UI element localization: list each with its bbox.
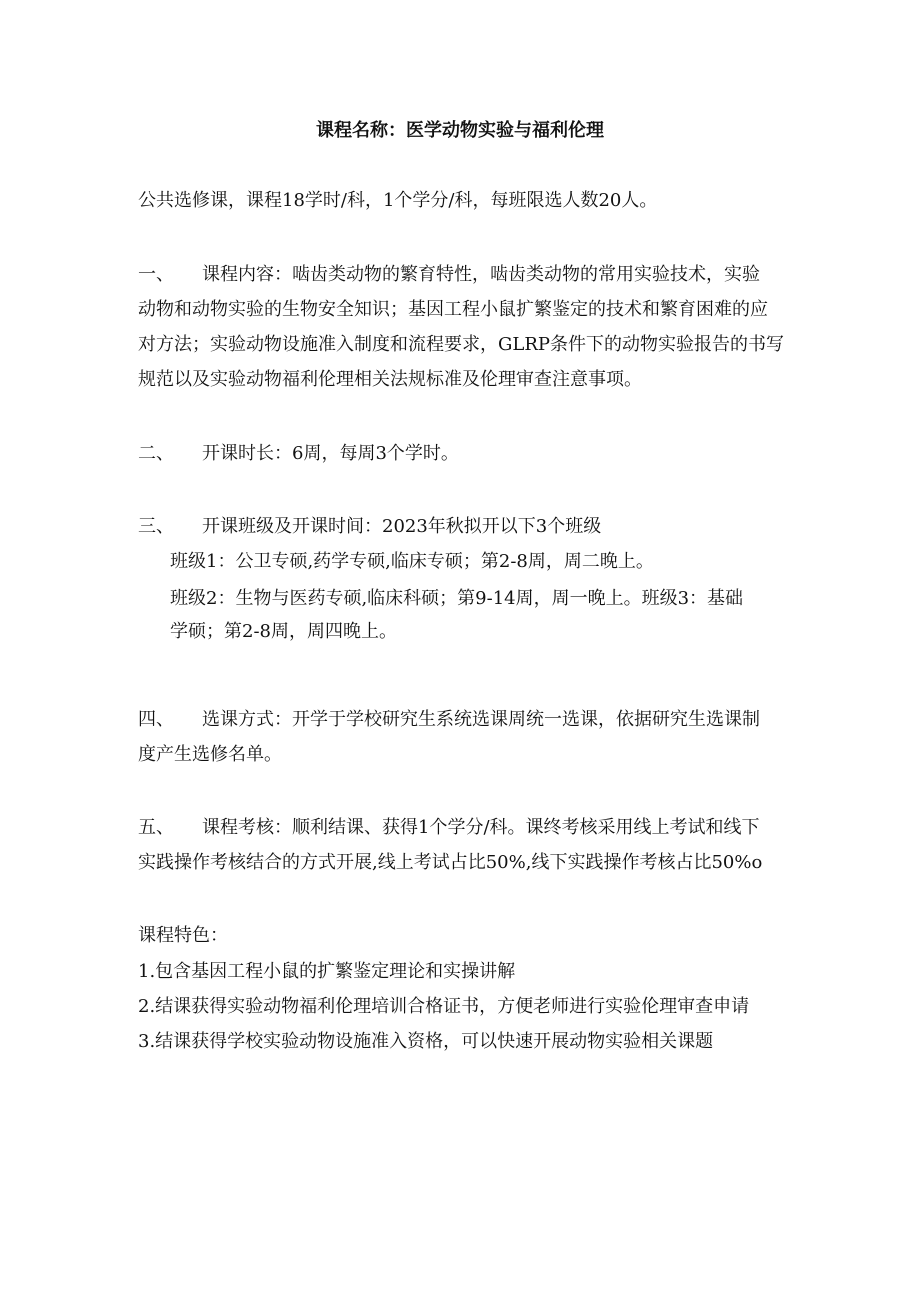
section-4-text: 选课方式：开学于学校研究生系统选课周统一选课，依据研究生选课制 <box>202 709 760 730</box>
section-4-line-2: 度产生选修名单。 <box>138 744 282 765</box>
section-5-line-1 <box>138 814 760 842</box>
class-2-3-line: 班级2：生物与医药专硕,临床科硕；第9-14周，周一晚上。班级3：基础 <box>170 588 744 609</box>
section-3-line-1 <box>138 513 601 541</box>
section-4-line-1 <box>138 706 760 734</box>
section-5-line-2: 实践操作考核结合的方式开展,线上考试占比50%,线下实践操作考核占比50%o <box>138 852 763 873</box>
section-2-text: 开课时长：6周，每周3个学时。 <box>202 443 459 464</box>
section-3-text: 开课班级及开课时间：2023年秋拟开以下3个班级 <box>202 516 602 537</box>
section-2-line-1 <box>138 440 459 468</box>
feature-item-3: 3.结课获得学校实验动物设施准入资格，可以快速开展动物实验相关课题 <box>138 1031 714 1052</box>
section-1-line-4: 规范以及实验动物福利伦理相关法规标准及伦理审查注意事项。 <box>138 369 642 390</box>
section-1-line-2: 动物和动物实验的生物安全知识；基因工程小鼠扩繁鉴定的技术和繁育困难的应 <box>138 299 768 320</box>
feature-item-2: 2.结课获得实验动物福利伦理培训合格证书，方便老师进行实验伦理审查申请 <box>138 996 750 1017</box>
section-5-text: 课程考核：顺利结课、获得1个学分/科。课终考核采用线上考试和线下 <box>202 817 760 838</box>
class-3-line: 学硕；第2-8周，周四晚上。 <box>170 621 397 642</box>
section-2-number: 二、 <box>138 443 174 464</box>
class-1-line: 班级1：公卫专硕,药学专硕,临床专硕；第2-8周，周二晚上。 <box>170 551 654 572</box>
section-1-line-3: 对方法；实验动物设施准入制度和流程要求，GLRP条件下的动物实验报告的书写 <box>138 334 784 355</box>
section-3-number: 三、 <box>138 516 174 537</box>
section-1-number: 一、 <box>138 264 174 285</box>
features-heading: 课程特色： <box>138 925 228 946</box>
section-4-number: 四、 <box>138 709 174 730</box>
section-1-line-1 <box>138 261 760 289</box>
feature-item-1: 1.包含基因工程小鼠的扩繁鉴定理论和实操讲解 <box>138 961 516 982</box>
section-1-text: 课程内容：啮齿类动物的繁育特性，啮齿类动物的常用实验技术，实验 <box>202 264 760 285</box>
intro-text: 公共选修课，课程18学时/科，1个学分/科，每班限选人数20人。 <box>138 190 658 211</box>
section-5-number: 五、 <box>138 817 174 838</box>
course-title: 课程名称：医学动物实验与福利伦理 <box>316 120 604 141</box>
